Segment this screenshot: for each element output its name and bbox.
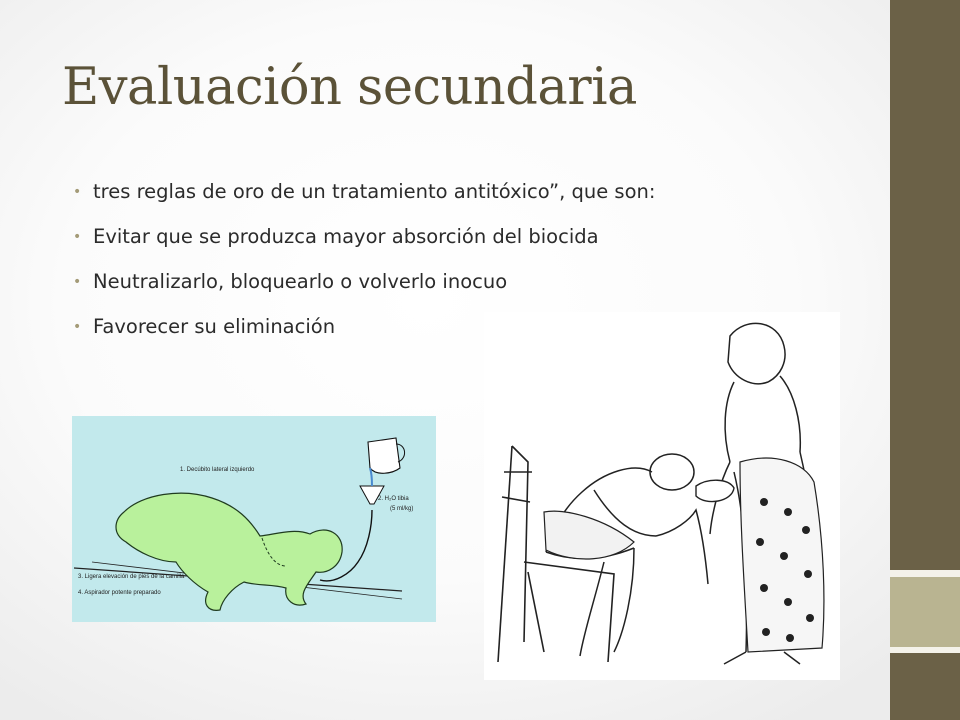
label-step-2: 2. H₂O tibia (378, 496, 409, 502)
slide-title: Evaluación secundaria (62, 58, 637, 117)
label-step-4: 4. Aspirador potente preparado (78, 590, 161, 596)
label-step-2-dose: (5 ml/kg) (390, 506, 414, 512)
bullet-item (73, 265, 655, 310)
bullet-icon: • (73, 184, 82, 200)
jug-icon (368, 438, 400, 473)
bullet-icon: • (73, 229, 82, 245)
bullet-icon: • (73, 274, 82, 290)
sidebar-accent-block (890, 577, 960, 647)
label-step-1: 1. Decúbito lateral izquierdo (180, 467, 255, 473)
bullet-text: tres reglas de oro de un tratamiento antitóxico”, que son: (93, 180, 656, 203)
decorative-sidebar (890, 0, 960, 720)
person-assisting-vomiting-illustration (484, 312, 840, 680)
bullet-icon: • (73, 319, 82, 335)
bullet-item (73, 220, 655, 265)
sidebar-divider (890, 570, 960, 577)
bullet-text: Favorecer su eliminación (93, 315, 336, 338)
gastric-lavage-diagram (72, 416, 436, 622)
bullet-text: Neutralizarlo, bloquearlo o volverlo inocuo (93, 270, 508, 293)
label-step-3: 3. Ligera elevación de pies de la camilla (78, 574, 185, 580)
bullet-item (73, 175, 655, 220)
bullet-text: Evitar que se produzca mayor absorción del biocida (93, 225, 599, 248)
sidebar-divider (890, 647, 960, 653)
